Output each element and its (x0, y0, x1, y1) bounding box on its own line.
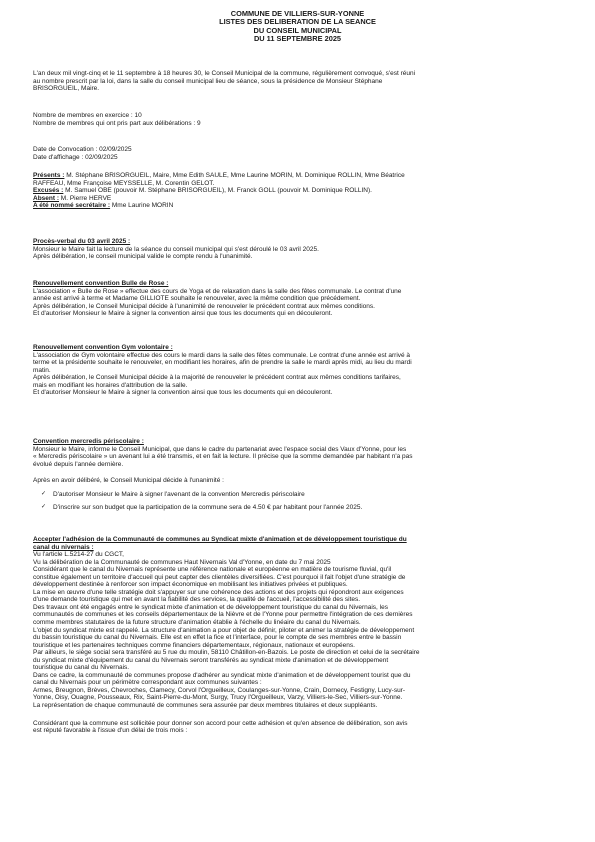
text-line: Armes, Breugnon, Brèves, Chevroches, Clamecy, Corvol l'Orgueilleux, Coulanges-sur-Yonne, Crain, Dornecy, Festigny, Lucy-sur- (33, 686, 406, 694)
gym-section (33, 344, 561, 397)
text-line: BRISORGUEIL, Maire. (33, 85, 100, 93)
pv-section (33, 238, 561, 261)
text-line: communautés de communes et les conseils départementaux de la Nièvre et de l'Yonne pour permettre l'intégration de ces dernières (33, 611, 413, 619)
syndicat-section (33, 536, 561, 735)
text-line: évolué depuis l'année dernière. (33, 460, 124, 468)
members-in-office: Nombre de membres en exercice : 10 (33, 112, 142, 119)
text-line: est réputé favorable à l'issue d'un délai de trois mois : (33, 727, 188, 735)
text-line: du bassin touristique du canal du Nivernais. Elle est en effet la fice et l'interface, pour le compte de ses membres entre le bassin (33, 634, 402, 642)
secretary-name: Mme Laurine MORIN (110, 202, 174, 210)
section-title: Convention mercredis périscolaire : (33, 438, 144, 445)
text-line: Monsieur le Maire, informe le Conseil Municipal, que dans le cadre du partenariat avec l'espace social des Vaux d'Yonne, pour les (33, 445, 407, 453)
text-line: Considérant que la commune est sollicitée pour donner son accord pour cette adhésion et qu'en absence de délibération, son avis (33, 719, 408, 727)
document-title: LISTES DES DELIBERATION DE LA SEANCE (219, 17, 376, 27)
presents-list-cont: RAFFEAU, Mme Françoise MEYSSELLE, M. Corentin GELOT. (33, 179, 215, 187)
text-line: L'an deux mil vingt-cinq et le 11 septembre à 18 heures 30, le Conseil Municipal de la commune, régulièrement convoqué, s'est réuni (33, 70, 416, 77)
text-line: L'association de Gym volontaire effectue des cours le mardi dans la salle des fêtes communale. Le contrat d'une année est arrivé à (33, 351, 411, 359)
secretary-line (33, 202, 561, 210)
section-title: Accepter l'adhésion de la Communauté de communes au Syndicat mixte d'animation et de développement touristique du (33, 536, 407, 543)
text-line: Après délibération, le conseil municipal valide le compte rendu à l'unanimité. (33, 253, 253, 261)
text-line: Et d'autoriser Monsieur le Maire à signer la convention ainsi que tous les documents qui en découleront. (33, 310, 333, 318)
presents-line (33, 172, 561, 180)
member-counts (33, 112, 561, 127)
session-date-title: DU 11 SEPTEMBRE 2025 (253, 34, 342, 44)
document-header (0, 10, 595, 44)
text-line: Après délibération, le Conseil Municipal décide à la majorité de renouveler le précédent contrat aux mêmes conditions tarifaires, (33, 374, 401, 382)
text-line: L'association « Bulle de Rose » effectue des cours de Yoga et de relaxation dans la salle des fêtes communale. Le contrat d'une (33, 287, 402, 295)
absent-line (33, 195, 561, 203)
text-line: canal du Nivernais pour un périmètre correspondant aux communes suivantes : (33, 679, 262, 687)
members-voting: Nombre de membres qui ont pris part aux délibérations : 9 (33, 119, 201, 127)
dates-block (33, 146, 561, 161)
text-line: développement destinée à renforcer son impact économique en mobilisant les initiatives privées et publiques. (33, 581, 348, 589)
absent-list: M. Pierre HERVE (59, 194, 112, 202)
text-line: Considérant que le canal du Nivernais représente une référence nationale et européenne en matière de tourisme fluvial, qu'il (33, 566, 392, 574)
attendance-block (33, 172, 561, 210)
text-line: constitue également un territoire d'accueil qui peut capter des clientèles diversifiées. C'est pourquoi il fait l'objet d'une stratégie de (33, 573, 406, 581)
text-line: Yonne, Oisy, Ouagne, Pousseaux, Rix, Saint-Pierre-du-Mont, Surgy, Trucy l'Orgueilleux, Varzy, Villiers-le-Sec, Villiers-sur-Yonne. (33, 694, 403, 702)
excuses-label: Excusés : (33, 187, 64, 195)
text-line: touristique du canal du Nivernais. (33, 664, 130, 672)
absent-label: Absent : (33, 194, 59, 202)
excuses-line (33, 187, 561, 195)
text-line: La représentation de chaque communauté de communes sera assurée par deux membres titulaires et deux suppléants. (33, 702, 378, 710)
display-date: Date d'affichage : 02/09/2025 (33, 153, 118, 161)
text-line: terme et la présidente souhaite le renouveler, en modifiant les horaires, afin de prendre la salle le mardi après midi, au lieu du mardi (33, 359, 412, 367)
council-title: DU CONSEIL MUNICIPAL (253, 25, 342, 35)
text-line: comme membres statutaires de la future structure d'animation établie à l'échelle du linéaire du canal du Nivernais. (33, 619, 361, 627)
text-line: d'une demande touristique qui met en avant la fiabilité des services, la qualité de l'accueil, l'accessibilité des sites. (33, 596, 361, 604)
text-line: Des travaux ont été engagés entre le syndicat mixte d'animation et de développement touristique du canal du Nivernais, les (33, 603, 388, 611)
text-line: Par ailleurs, le siège social sera transféré au 5 rue du moulin, 58110 Châtillon-en-Bazois. Le poste de direction et celui de la secrétaire (33, 649, 420, 657)
text-line: Vu la délibération de la Communauté de communes Haut Nivernais Val d'Yonne, en date du 7 mai 2025 (33, 558, 331, 566)
commune-title: COMMUNE DE VILLIERS-SUR-YONNE (230, 9, 365, 18)
text-line: au nombre prescrit par la loi, dans la salle du conseil municipal lieu de séance, sous la présidence de Monsieur Stéphane (33, 77, 383, 85)
section-title: Renouvellement convention Gym volontaire : (33, 344, 173, 351)
section-title: Procès-verbal du 03 avril 2025 : (33, 238, 131, 245)
intro-paragraph (33, 70, 561, 93)
bulle-de-rose-section (33, 280, 561, 318)
excuses-list: M. Samuel OBE (pouvoir M. Stéphane BRISORGUEIL), M. Franck GOLL (pouvoir M. Dominique ROLLIN). (63, 187, 372, 195)
text-line: Et d'autoriser Monsieur le Maire à signer la convention ainsi que tous les documents qui en découleront. (33, 389, 333, 397)
text-line: Après délibération, le Conseil Municipal décide à l'unanimité de renouveler le précédent contrat aux mêmes conditions. (33, 302, 375, 310)
decision-item: ✓ D'autoriser Monsieur le Maire à signer l'avenant de la convention Mercredis périscolaire (33, 491, 561, 499)
text-line: touristique et les partenaires techniques comme financiers départementaux, régionaux, nationaux et européens. (33, 641, 355, 649)
section-title-cont: canal du nivernais : (33, 543, 94, 551)
section-title: Renouvellement convention Bulle de Rose : (33, 280, 169, 287)
text-line: La mise en œuvre d'une telle stratégie doit s'appuyer sur une cohérence des actions et des projets qui répondront aux exigences (33, 588, 404, 596)
decision-item: ✓ D'inscrire sur son budget que la participation de la commune sera de 4.50 € par habitant pour l'année 2025. (33, 504, 561, 512)
text-line: Vu l'article L.5214-27 du CGCT, (33, 551, 124, 559)
text-line: Dans ce cadre, la communauté de communes propose d'adhérer au syndicat mixte d'animation et de développement tourist que du (33, 671, 411, 679)
mercredis-section (33, 438, 561, 512)
presents-label: Présents : (33, 172, 65, 179)
text-line: mais en modifiant les horaires d'attribution de la salle. (33, 381, 188, 389)
presents-list: M. Stéphane BRISORGUEIL, Maire, Mme Edith SAULE, Mme Laurine MORIN, M. Dominique ROLLIN, Mme Béatrice (64, 172, 405, 179)
text-line: année est arrivé à terme et Madame GILLIOTE souhaite le renouveler, avec la même condition que précédement. (33, 295, 361, 303)
text-line: « Mercredis périscolaire » un avenant lui a été transmis, et en fait la lecture. Il précise que la somme demandée par habitant n'a pas (33, 453, 413, 461)
secretary-label: A été nommé secrétaire : (33, 202, 111, 210)
text-line: matin. (33, 366, 51, 374)
text-line: Après en avoir délibéré, le Conseil Municipal décide à l'unanimité : (33, 477, 224, 485)
text-line: du syndicat mixte d'équipement du canal du Nivernais seront transférés au syndicat mixte d'animation et de développement (33, 656, 389, 664)
convocation-date: Date de Convocation : 02/09/2025 (33, 146, 132, 153)
text-line: Monsieur le Maire fait la lecture de la séance du conseil municipal qui s'est déroulé le 03 avril 2025. (33, 245, 319, 253)
text-line: L'objet du syndicat mixte est rappelé. La structure d'animation a pour objet de définir, piloter et animer la stratégie de développement (33, 626, 415, 634)
